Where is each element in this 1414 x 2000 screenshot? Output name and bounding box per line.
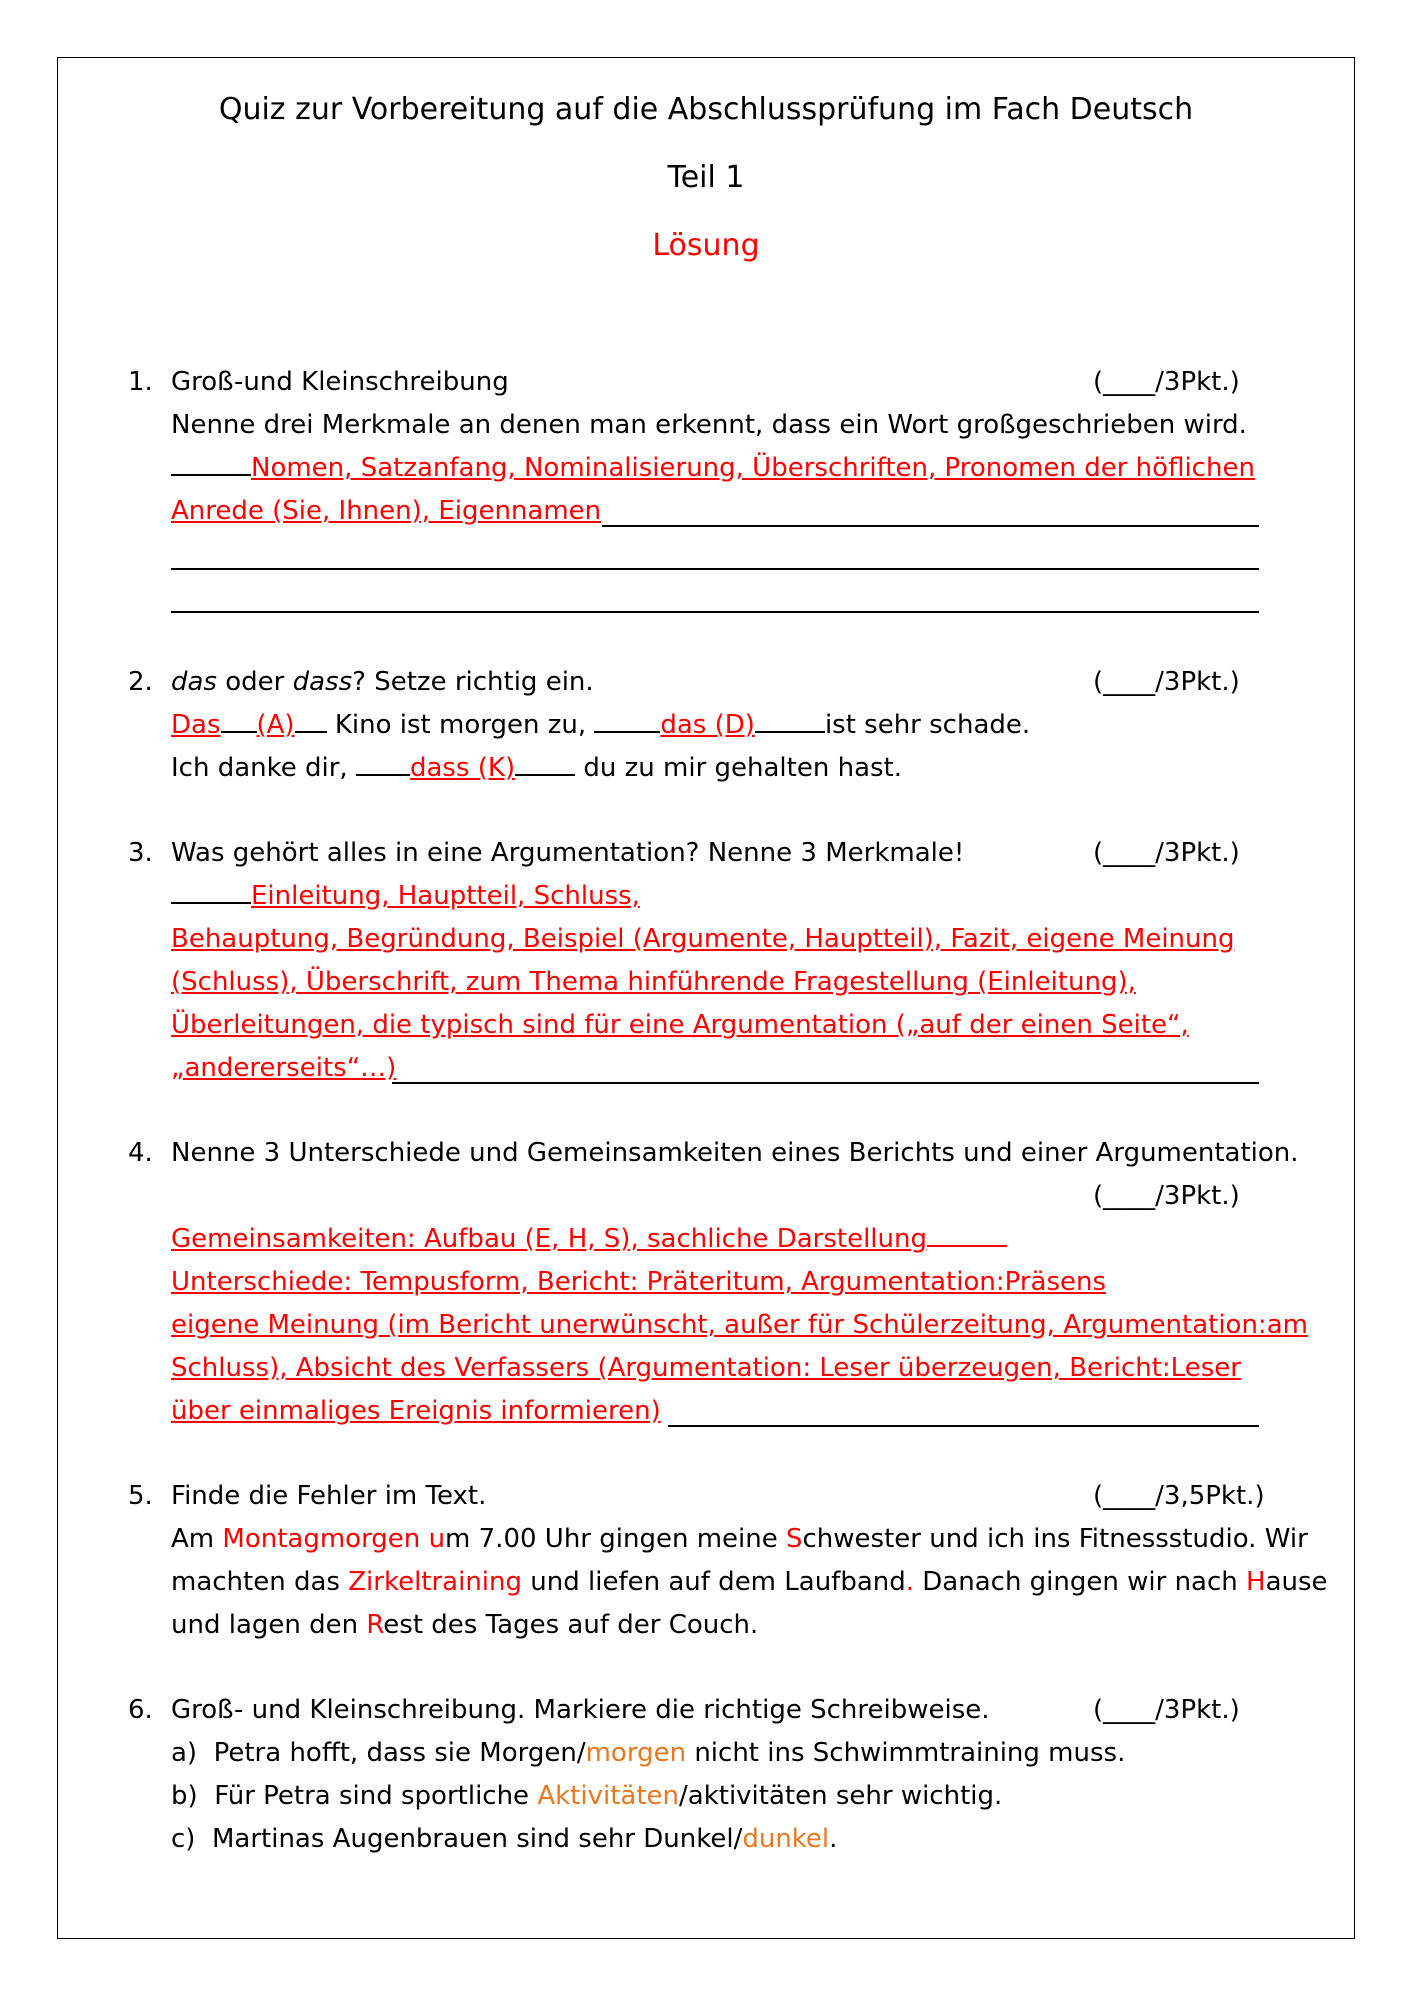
q5-text: chwester und ich ins Fitnessstudio. Wir	[802, 1524, 1308, 1554]
q5-points: (____/3,5Pkt.)	[1093, 1481, 1265, 1511]
q5-number: 5.	[128, 1481, 153, 1511]
q2-sentence-1	[171, 708, 1030, 742]
q6-correct-choice: morgen	[585, 1738, 687, 1768]
q3-points: (____/3Pkt.)	[1093, 838, 1240, 868]
q2-title-dass: dass	[292, 667, 353, 697]
q2-text-4: du zu mir gehalten hast.	[575, 753, 903, 783]
q4-answer-1: Gemeinsamkeiten: Aufbau (E, H, S), sachliche Darstellung	[171, 1224, 927, 1254]
q2-title-rest: ? Setze richtig ein.	[352, 667, 594, 697]
part-label: Teil 1	[667, 160, 745, 195]
q5-text: m 7.00 Uhr gingen meine	[445, 1524, 786, 1554]
q6-item-a	[171, 1736, 1125, 1770]
q2-text-2: ist sehr schade.	[824, 710, 1031, 740]
q2-title-das: das	[171, 667, 217, 697]
q2-answer-k: dass (K)	[409, 753, 516, 783]
q5-text: ause	[1265, 1567, 1328, 1597]
q6-text: Petra hofft, dass sie Morgen/	[213, 1738, 586, 1768]
q6-item-label: b)	[171, 1781, 198, 1811]
q5-text-line-3	[171, 1608, 758, 1642]
q2-answer-d: das (D)	[660, 710, 755, 740]
q6-correct-choice: Aktivitäten	[537, 1781, 679, 1811]
q2-title	[171, 665, 594, 699]
q5-correction: u	[428, 1524, 446, 1554]
q6-text: .	[829, 1824, 838, 1854]
q6-title: Groß- und Kleinschreibung. Markiere die richtige Schreibweise.	[171, 1695, 990, 1725]
answer-line	[171, 568, 1259, 570]
q4-answer-3: eigene Meinung (im Bericht unerwünscht, außer für Schülerzeitung, Argumentation:am	[171, 1310, 1308, 1340]
q5-text: Am	[171, 1524, 223, 1554]
q5-title: Finde die Fehler im Text.	[171, 1481, 487, 1511]
q5-text: est des Tages auf der Couch.	[383, 1610, 759, 1640]
q3-answer-1: Einleitung, Hauptteil, Schluss,	[251, 881, 640, 911]
q5-correction: H	[1246, 1567, 1266, 1597]
q5-correction: .	[905, 1567, 915, 1597]
q2-points: (____/3Pkt.)	[1093, 667, 1240, 697]
answer-line	[392, 1082, 1259, 1084]
q4-number: 4.	[128, 1138, 153, 1168]
q1-answer-2: Anrede (Sie, Ihnen), Eigennamen	[171, 496, 602, 526]
q2-number: 2.	[128, 667, 153, 697]
q6-number: 6.	[128, 1695, 153, 1725]
q4-answer-4: Schluss), Absicht des Verfassers (Argumentation: Leser überzeugen, Bericht:Leser	[171, 1353, 1241, 1383]
q2-text-3: Ich danke dir,	[171, 753, 356, 783]
q5-text-line-1	[171, 1522, 1308, 1556]
q2-text-1: Kino ist morgen zu,	[326, 710, 595, 740]
q1-number: 1.	[128, 367, 153, 397]
q6-text: Für Petra sind sportliche	[214, 1781, 538, 1811]
q6-item-label: a)	[171, 1738, 198, 1768]
solution-label: Lösung	[652, 228, 760, 263]
q2-answer-a: Das	[171, 710, 221, 740]
q3-answer-4: Überleitungen, die typisch sind für eine Argumentation („auf der einen Seite“,	[171, 1010, 1189, 1040]
q5-text: und lagen den	[171, 1610, 367, 1640]
q6-text: /aktivitäten sehr wichtig.	[679, 1781, 1003, 1811]
q3-answer-3: (Schluss), Überschrift, zum Thema hinführende Fragestellung (Einleitung),	[171, 967, 1136, 997]
q1-points: (____/3Pkt.)	[1093, 367, 1240, 397]
q6-points: (____/3Pkt.)	[1093, 1695, 1240, 1725]
answer-line	[171, 611, 1259, 613]
q4-title: Nenne 3 Unterschiede und Gemeinsamkeiten eines Berichts und einer Argumentation.	[171, 1138, 1299, 1168]
q1-answer-1: Nomen, Satzanfang, Nominalisierung, Überschriften, Pronomen der höflichen	[251, 453, 1255, 483]
q4-answer-5: über einmaliges Ereignis informieren)	[171, 1396, 661, 1426]
q2-title-mid: oder	[216, 667, 293, 697]
answer-line	[602, 525, 1259, 527]
q1-title: Groß-und Kleinschreibung	[171, 367, 509, 397]
page-title: Quiz zur Vorbereitung auf die Abschlussprüfung im Fach Deutsch	[218, 92, 1194, 127]
q5-correction: S	[786, 1524, 803, 1554]
q2-answer-a-tag: (A)	[256, 710, 295, 740]
q6-correct-choice: dunkel	[742, 1824, 830, 1854]
q6-item-label: c)	[171, 1824, 196, 1854]
q5-correction: Montagmorgen	[222, 1524, 421, 1554]
q6-text: nicht ins Schwimmtraining muss.	[686, 1738, 1126, 1768]
q5-text: Danach gingen wir nach	[914, 1567, 1247, 1597]
q6-text: Martinas Augenbrauen sind sehr Dunkel/	[211, 1824, 743, 1854]
q5-correction: R	[366, 1610, 384, 1640]
q3-answer-line-1	[171, 879, 640, 913]
q5-correction: Zirkeltraining	[348, 1567, 523, 1597]
q4-answer-line-1	[171, 1222, 1007, 1256]
q5-text-line-2	[171, 1565, 1328, 1599]
q1-answer-line-1	[171, 451, 1255, 485]
q3-number: 3.	[128, 838, 153, 868]
answer-line	[668, 1425, 1259, 1427]
q5-text: und liefen auf dem Laufband	[522, 1567, 906, 1597]
q1-prompt: Nenne drei Merkmale an denen man erkennt, dass ein Wort großgeschrieben wird.	[171, 410, 1247, 440]
q4-answer-2: Unterschiede: Tempusform, Bericht: Präteritum, Argumentation:Präsens	[171, 1267, 1107, 1297]
q5-text: machten das	[171, 1567, 349, 1597]
q2-sentence-2	[171, 751, 902, 785]
q1-answer-line-2	[171, 494, 601, 528]
q6-item-b	[171, 1779, 1002, 1813]
q4-points: (____/3Pkt.)	[1093, 1181, 1240, 1211]
q5-text	[420, 1524, 428, 1554]
q6-item-c	[171, 1822, 837, 1856]
q3-answer-2: Behauptung, Begründung, Beispiel (Argumente, Hauptteil), Fazit, eigene Meinung	[171, 924, 1235, 954]
q3-answer-5: „andererseits“…)	[171, 1053, 397, 1083]
q3-title: Was gehört alles in eine Argumentation? Nenne 3 Merkmale!	[171, 838, 965, 868]
